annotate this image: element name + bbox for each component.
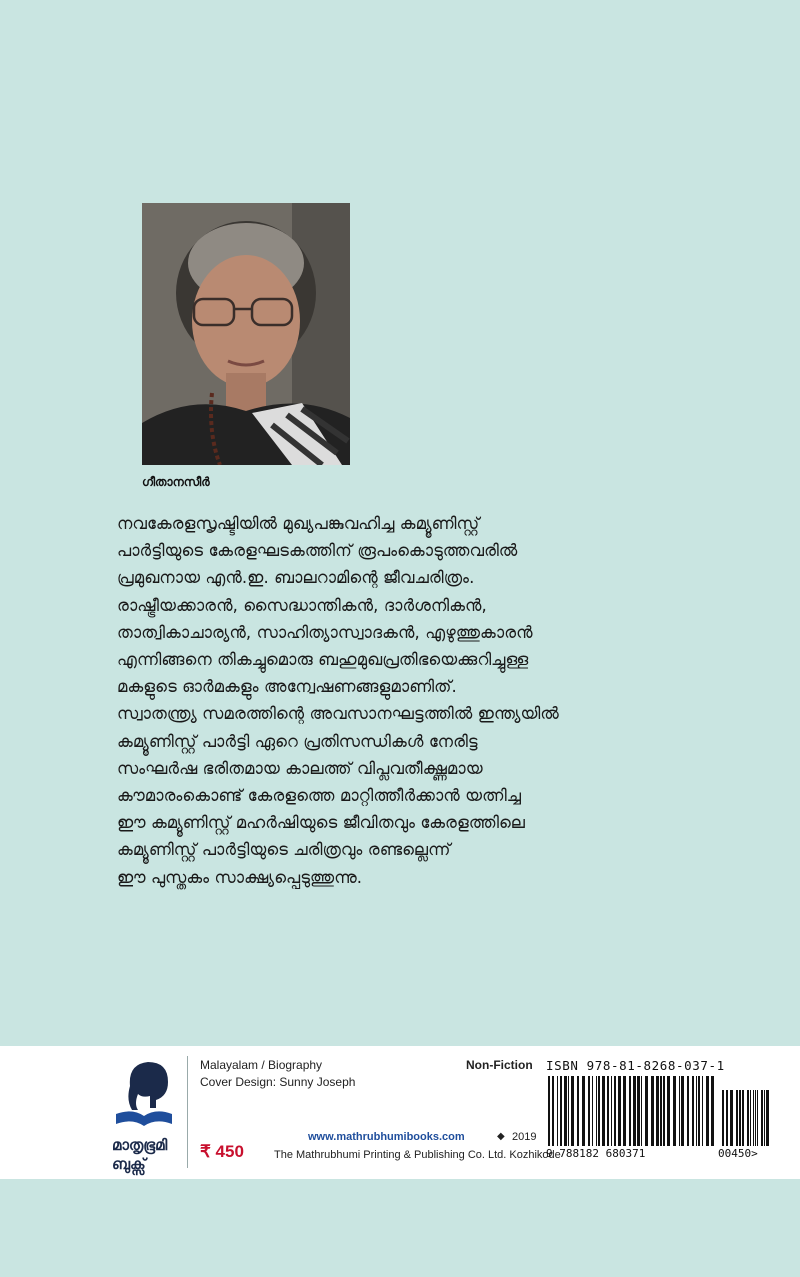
barcode-bar: [747, 1090, 749, 1146]
barcode-bar: [557, 1076, 558, 1146]
description-line: കമ്യൂണിസ്റ്റ് പാർട്ടിയുടെ ചരിത്രവും രണ്ടല്ലെന്ന്: [117, 840, 451, 860]
barcode-bar: [660, 1076, 662, 1146]
barcode-bar: [656, 1076, 659, 1146]
description-line: സ്വാതന്ത്ര്യ സമരത്തിന്റെ അവസാനഘട്ടത്തിൽ ഇന്ത്യയിൽ: [117, 704, 559, 724]
description-line: പ്രമുഖനായ എൻ.ഇ. ബാലറാമിന്റെ ജീവചരിത്രം.: [117, 568, 475, 588]
barcode-bar: [651, 1076, 654, 1146]
barcode-bar: [618, 1076, 621, 1146]
barcode-bar: [687, 1076, 689, 1146]
barcode-addon-digits: 00450>: [718, 1147, 758, 1160]
description-line: കൗമാരംകൊണ്ട് കേരളത്തെ മാറ്റിത്തീർക്കാൻ യത്നിച്ച: [117, 786, 522, 806]
genre-label: Malayalam / Biography: [200, 1058, 323, 1072]
barcode-bar: [663, 1076, 665, 1146]
book-description: [117, 510, 677, 891]
publisher-website-link[interactable]: www.mathrubhumibooks.com: [308, 1131, 465, 1143]
back-cover-footer: [0, 1046, 800, 1179]
description-line: കമ്യൂണിസ്റ്റ് പാർട്ടി ഏറെ പ്രതിസന്ധികൾ നേരിട്ട: [117, 731, 478, 751]
barcode-bar: [623, 1076, 626, 1146]
category-label: Non-Fiction: [466, 1058, 533, 1072]
barcode-bar: [571, 1076, 574, 1146]
barcode-bar: [633, 1076, 636, 1146]
cover-design-credit: Cover Design: Sunny Joseph: [200, 1075, 356, 1089]
description-line: രാഷ്ട്രീയക്കാരൻ, സൈദ്ധാന്തികൻ, ദാർശനികൻ,: [117, 595, 487, 615]
barcode-bar: [739, 1090, 741, 1146]
barcode-bar: [592, 1076, 593, 1146]
barcode-bar: [726, 1090, 728, 1146]
barcode-bar: [692, 1076, 694, 1146]
barcode-bar: [637, 1076, 640, 1146]
barcode-bar: [761, 1090, 763, 1146]
isbn-label: ISBN 978-81-8268-037-1: [546, 1058, 725, 1073]
barcode-bar: [673, 1076, 676, 1146]
publication-year: 2019: [512, 1131, 537, 1143]
barcode-bar: [629, 1076, 631, 1146]
description-line: ഈ പുസ്തകം സാക്ഷ്യപ്പെടുത്തുന്നു.: [117, 867, 363, 887]
barcode-bar: [577, 1076, 579, 1146]
barcode-bar: [645, 1076, 648, 1146]
description-line: താത്വികാചാര്യൻ, സാഹിത്യാസ്വാദകൻ, എഴുത്തുകാരൻ: [117, 622, 533, 642]
barcode-bar: [614, 1076, 616, 1146]
description-line: പാർട്ടിയുടെ കേരളഘടകത്തിന് രൂപംകൊടുത്തവരിൽ: [117, 541, 518, 561]
barcode-digits: 9 788182 680371: [546, 1147, 646, 1160]
barcode-bar: [602, 1076, 605, 1146]
description-line: എന്നിങ്ങനെ തികച്ചുമൊരു ബഹുമുഖപ്രതിഭയെക്കുറിച്ചുള്ള: [117, 650, 529, 670]
author-name-caption: ഗീതാനസീർ: [142, 475, 210, 489]
barcode-bar: [681, 1076, 684, 1146]
barcode-bar: [552, 1076, 554, 1146]
barcode-bar: [582, 1076, 585, 1146]
barcode-bar: [641, 1076, 642, 1146]
price-label: ₹ 450: [200, 1142, 244, 1161]
barcode-bar: [548, 1076, 550, 1146]
barcode-bar: [736, 1090, 738, 1146]
divider: [187, 1056, 188, 1168]
author-photo: [142, 203, 350, 465]
publisher-imprint: The Mathrubhumi Printing & Publishing Co. Ltd. Kozhikode: [274, 1149, 561, 1161]
barcode-bar: [711, 1076, 714, 1146]
description-line: ഈ കമ്യൂണിസ്റ്റ് മഹർഷിയുടെ ജീവിതവും കേരളത്തിലെ: [117, 813, 525, 833]
barcode-bar: [596, 1076, 597, 1146]
description-line: സംഘർഷ ഭരിതമായ കാലത്ത് വിപ്ലവതീക്ഷ്ണമായ: [117, 758, 483, 778]
barcode-bar: [753, 1090, 754, 1146]
diamond-icon: ◆: [497, 1131, 505, 1142]
barcode-bar: [698, 1076, 700, 1146]
barcode-bar: [742, 1090, 744, 1146]
barcode-bar: [702, 1076, 703, 1146]
barcode-bar: [730, 1090, 733, 1146]
barcode-bar: [598, 1076, 600, 1146]
barcode-bar: [750, 1090, 751, 1146]
barcode-bar: [757, 1090, 758, 1146]
barcode-bar: [568, 1076, 569, 1146]
elephant-book-logo-icon: [112, 1056, 176, 1128]
barcode-bar: [764, 1090, 765, 1146]
barcode-bar: [588, 1076, 590, 1146]
description-line: മകളുടെ ഓർമകളും അന്വേഷണങ്ങളുമാണിത്.: [117, 677, 457, 697]
barcode-bar: [722, 1090, 724, 1146]
barcode-bar: [766, 1090, 769, 1146]
barcode-bar: [755, 1090, 756, 1146]
barcode-bar: [696, 1076, 697, 1146]
barcode-bar: [706, 1076, 709, 1146]
barcode-bar: [564, 1076, 567, 1146]
barcode-bar: [560, 1076, 562, 1146]
description-line: നവകേരളസൃഷ്ടിയിൽ മുഖ്യപങ്കുവഹിച്ച കമ്യൂണിസ്റ്റ്: [117, 514, 480, 533]
barcode-bar: [679, 1076, 680, 1146]
isbn-barcode: [546, 1076, 771, 1148]
logo-line-2: ബുക്സ്: [112, 1155, 146, 1173]
barcode-bar: [611, 1076, 612, 1146]
barcode-bar: [607, 1076, 609, 1146]
logo-line-1: മാതൃഭൂമി: [112, 1136, 168, 1154]
barcode-bar: [667, 1076, 670, 1146]
publisher-logo-text: [112, 1136, 192, 1174]
